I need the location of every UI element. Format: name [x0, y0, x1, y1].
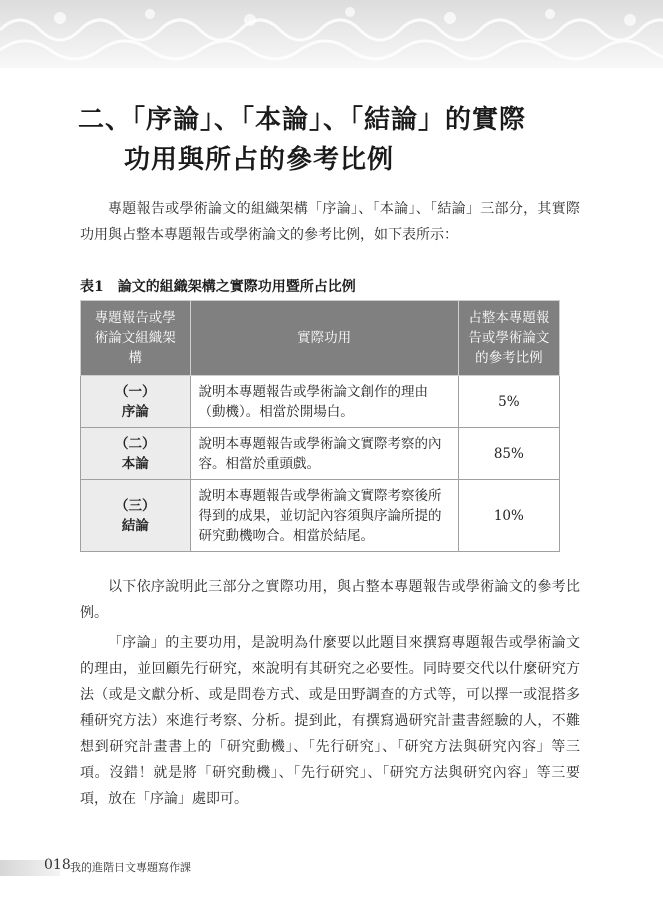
header-ratio: 占整本專題報告或學術論文的參考比例	[458, 301, 559, 376]
row-ratio: 5%	[458, 376, 559, 428]
row-part-number: （一）	[115, 383, 156, 400]
table-header-row	[81, 301, 560, 376]
row-part-cell	[81, 376, 191, 428]
table-caption: 表1 論文的組織架構之實際功用暨所占比例	[80, 279, 356, 295]
section-title	[78, 100, 598, 180]
table-row	[81, 480, 560, 552]
header-structure: 專題報告或學術論文組織架構	[81, 301, 191, 376]
header-function: 實際功用	[190, 301, 458, 376]
row-part-name: 序論	[121, 403, 149, 420]
row-part-number: （二）	[115, 435, 156, 452]
row-part-number: （三）	[115, 497, 156, 514]
row-part-cell	[81, 428, 191, 480]
body-paragraph-2: 「序論」的主要功用，是說明為什麼要以此題目來撰寫專題報告或學術論文的理由，並回顧先行研究，來說明有其研究之必要性。同時要交代以什麼研究方法（或是文獻分析、或是問卷方式、或是田野調查的方式等，可以擇一或混搭多種研究方法）來進行考察、分析。提到此，有撰寫過研究計畫書經驗的人，不難想到研究計畫書上的「研究動機」、「先行研究」、「研究方法與研究內容」等三項。沒錯！就是將「研究動機」、「先行研究」、「研究方法與研究內容」等三要項，放在「序論」處即可。	[80, 635, 580, 807]
row-part-name: 結論	[121, 517, 149, 534]
row-function: 說明本專題報告或學術論文創作的理由（動機）。相當於開場白。	[190, 376, 458, 428]
row-part-name: 本論	[121, 455, 149, 472]
section-title-line1: 二、「序論」、「本論」、「結論」的實際	[78, 105, 527, 135]
row-part-cell	[81, 480, 191, 552]
structure-ratio-table	[80, 300, 560, 552]
wave-pattern-icon	[0, 0, 663, 68]
row-ratio: 85%	[458, 428, 559, 480]
section-title-line2: 功用與所占的參考比例	[124, 145, 395, 175]
page-footer	[0, 856, 663, 878]
header-decoration-band	[0, 0, 663, 68]
table-row	[81, 376, 560, 428]
body-paragraph-1: 以下依序說明此三部分之實際功用，與占整本專題報告或學術論文的參考比例。	[80, 579, 580, 621]
page-number: 018	[44, 857, 71, 873]
row-ratio: 10%	[458, 480, 559, 552]
row-function: 說明本專題報告或學術論文實際考察後所得到的成果，並切記內容須與序論所提的研究動機吻合。相當於結尾。	[190, 480, 458, 552]
intro-paragraph: 專題報告或學術論文的組織架構「序論」、「本論」、「結論」三部分，其實際功用與占整本專題報告或學術論文的參考比例，如下表所示：	[80, 201, 580, 243]
book-title: 我的進階日文專題寫作課	[70, 861, 191, 874]
table-row	[81, 428, 560, 480]
row-function: 說明本專題報告或學術論文實際考察的內容。相當於重頭戲。	[190, 428, 458, 480]
